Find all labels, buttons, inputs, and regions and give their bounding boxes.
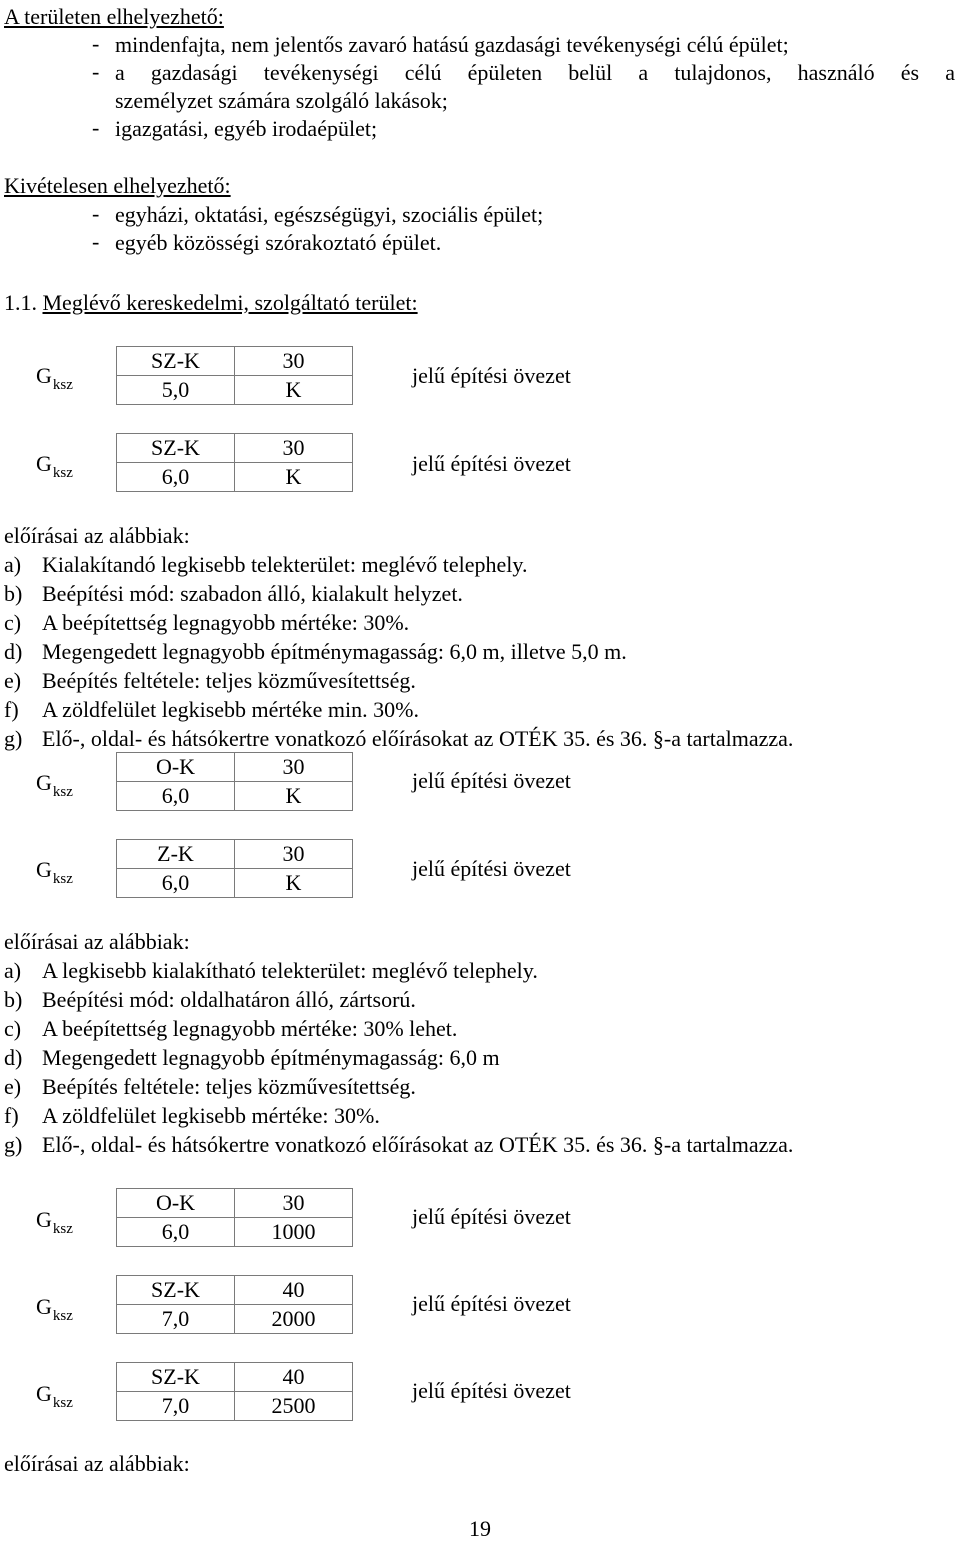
zone-box: [116, 1362, 353, 1421]
rules-heading: előírásai az alábbiak:: [4, 1451, 190, 1476]
exceptional-heading: Kivételesen elhelyezhető:: [4, 173, 231, 198]
zone-type: SZ-K: [117, 1363, 235, 1392]
list-dash: -: [92, 229, 100, 254]
rule-item: f) A zöldfelület legkisebb mértéke min. 30%.: [4, 697, 419, 722]
zone-height: 6,0: [117, 869, 235, 898]
list-item-continuation: személyzet számára szolgáló lakások;: [115, 88, 448, 113]
rule-item: b) Beépítési mód: oldalhatáron álló, zártsorú.: [4, 987, 416, 1012]
zone-plot: 1000: [235, 1218, 353, 1247]
zone-coverage: 40: [235, 1276, 353, 1305]
rule-item: a) A legkisebb kialakítható telekterület: meglévő telephely.: [4, 958, 538, 983]
zone-plot: K: [235, 782, 353, 811]
zone-box: [116, 1275, 353, 1334]
rule-item: e) Beépítés feltétele: teljes közművesítettség.: [4, 668, 416, 693]
zone-box: [116, 839, 353, 898]
rule-item: b) Beépítési mód: szabadon álló, kialakult helyzet.: [4, 581, 463, 606]
rules-heading: előírásai az alábbiak:: [4, 929, 190, 954]
rule-item: c) A beépítettség legnagyobb mértéke: 30%.: [4, 610, 410, 635]
rule-item: a) Kialakítandó legkisebb telekterület: meglévő telephely.: [4, 552, 528, 577]
rule-item: f) A zöldfelület legkisebb mértéke: 30%.: [4, 1103, 380, 1128]
zone-plot: K: [235, 463, 353, 492]
zone-type: Z-K: [117, 840, 235, 869]
rule-item: c) A beépítettség legnagyobb mértéke: 30% lehet.: [4, 1016, 458, 1041]
list-dash: -: [92, 31, 100, 56]
zone-code: $G_{ksz}$: [36, 363, 73, 393]
zone-plot: K: [235, 869, 353, 898]
zone-code: $G_{ksz}$: [36, 1294, 73, 1324]
zone-type: SZ-K: [117, 434, 235, 463]
zone-type: O-K: [117, 753, 235, 782]
list-item: a gazdasági tevékenységi célú épületen belül a tulajdonos, használó és a: [115, 60, 955, 85]
zone-height: 6,0: [117, 782, 235, 811]
section-number: 1.1.: [4, 290, 37, 315]
zone-coverage: 30: [235, 1189, 353, 1218]
section-title: [4, 289, 418, 317]
zone-height: 6,0: [117, 463, 235, 492]
zone-label: jelű építési övezet: [412, 1204, 571, 1229]
list-dash: -: [92, 59, 100, 84]
zone-coverage: 30: [235, 840, 353, 869]
zone-type: SZ-K: [117, 1276, 235, 1305]
rule-item: d) Megengedett legnagyobb építménymagasság: 6,0 m: [4, 1045, 500, 1070]
zone-coverage: 30: [235, 434, 353, 463]
zone-code: $G_{ksz}$: [36, 1207, 73, 1237]
rule-item: e) Beépítés feltétele: teljes közművesítettség.: [4, 1074, 416, 1099]
list-item: egyházi, oktatási, egészségügyi, szociális épület;: [115, 202, 544, 227]
zone-code: $G_{ksz}$: [36, 857, 73, 887]
zone-plot: K: [235, 376, 353, 405]
zone-box: [116, 433, 353, 492]
rule-item: d) Megengedett legnagyobb építménymagasság: 6,0 m, illetve 5,0 m.: [4, 639, 627, 664]
zone-label: jelű építési övezet: [412, 451, 571, 476]
page-number: 19: [469, 1516, 491, 1541]
zone-coverage: 40: [235, 1363, 353, 1392]
intro-heading: A területen elhelyezhető:: [4, 4, 224, 29]
section-title-text: Meglévő kereskedelmi, szolgáltató terület:: [42, 290, 418, 315]
zone-box: [116, 1188, 353, 1247]
list-item: egyéb közösségi szórakoztató épület.: [115, 230, 442, 255]
zone-coverage: 30: [235, 347, 353, 376]
zone-code: $G_{ksz}$: [36, 770, 73, 800]
zone-code: $G_{ksz}$: [36, 1381, 73, 1411]
zone-height: 5,0: [117, 376, 235, 405]
rules-heading: előírásai az alábbiak:: [4, 523, 190, 548]
zone-label: jelű építési övezet: [412, 768, 571, 793]
rule-item: g) Elő-, oldal- és hátsókertre vonatkozó előírásokat az OTÉK 35. és 36. §-a tartalmazza.: [4, 1132, 794, 1157]
zone-type: O-K: [117, 1189, 235, 1218]
zone-label: jelű építési övezet: [412, 1291, 571, 1316]
zone-height: 6,0: [117, 1218, 235, 1247]
zone-coverage: 30: [235, 753, 353, 782]
list-dash: -: [92, 115, 100, 140]
zone-height: 7,0: [117, 1392, 235, 1421]
zone-plot: 2000: [235, 1305, 353, 1334]
zone-label: jelű építési övezet: [412, 856, 571, 881]
zone-box: [116, 346, 353, 405]
zone-label: jelű építési övezet: [412, 363, 571, 388]
zone-plot: 2500: [235, 1392, 353, 1421]
zone-height: 7,0: [117, 1305, 235, 1334]
zone-box: [116, 752, 353, 811]
list-dash: -: [92, 201, 100, 226]
list-item: mindenfajta, nem jelentős zavaró hatású gazdasági tevékenységi célú épület;: [115, 32, 789, 57]
zone-label: jelű építési övezet: [412, 1378, 571, 1403]
rule-item: g) Elő-, oldal- és hátsókertre vonatkozó előírásokat az OTÉK 35. és 36. §-a tartalmazza.: [4, 726, 794, 751]
zone-type: SZ-K: [117, 347, 235, 376]
list-item: igazgatási, egyéb irodaépület;: [115, 116, 378, 141]
zone-code: $G_{ksz}$: [36, 451, 73, 481]
